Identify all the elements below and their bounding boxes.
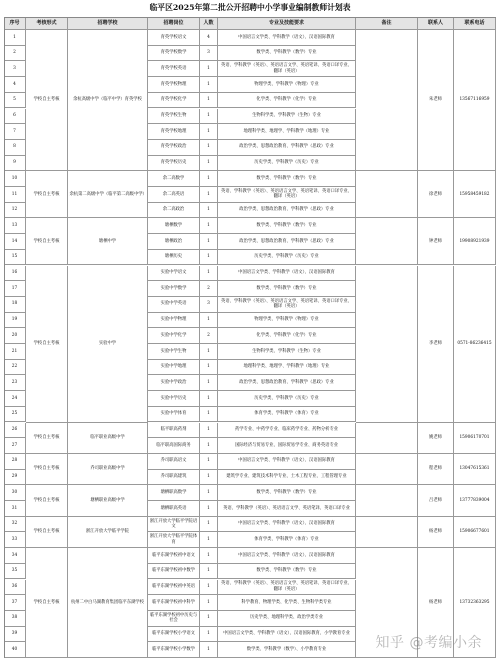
school-cell: 余杭第二高级中学（临平第二高级中学）: [68, 171, 148, 218]
row-number-cell: 22: [4, 360, 26, 376]
post-cell: 育英学校地理: [148, 124, 200, 140]
count-cell: 1: [200, 627, 218, 643]
row-number-cell: 7: [4, 124, 26, 140]
requirements-cell: 英语、学科教学（英语）、英语语言文学、英语笔译、英语口译专业、翻译（英语）: [218, 61, 356, 77]
header-remarks: 备注: [356, 17, 418, 30]
post-cell: 临平东湖学校小学语文: [148, 627, 200, 643]
post-cell: 临平东湖学校小学数学: [148, 642, 200, 658]
post-cell: 实验中学生物: [148, 344, 200, 360]
count-cell: 1: [200, 391, 218, 407]
requirements-cell: 政治学类、思想政治教育、学科教学（思政）专业: [218, 140, 356, 156]
phone-cell: 13047615361: [454, 454, 496, 485]
post-cell: 浙江开放大学临平学院体育: [148, 532, 200, 548]
count-cell: 1: [200, 156, 218, 172]
remarks-cell: [356, 423, 418, 454]
row-number-cell: 37: [4, 595, 26, 611]
row-number-cell: 14: [4, 234, 26, 250]
remarks-cell: [356, 485, 418, 516]
row-number-cell: 25: [4, 407, 26, 423]
requirements-cell: 历史学类、学科教学（历史）专业: [218, 391, 356, 407]
post-cell: 育英学校语文: [148, 30, 200, 46]
count-cell: 1: [200, 470, 218, 486]
count-cell: 1: [200, 124, 218, 140]
count-cell: 3: [200, 46, 218, 62]
row-number-cell: 34: [4, 548, 26, 564]
requirements-cell: 数学类、学科教学（数学）专业: [218, 171, 356, 187]
post-cell: 塘栖政治: [148, 234, 200, 250]
post-cell: 实验中学化学: [148, 328, 200, 344]
exam-type-cell: 学校自主考核: [26, 266, 68, 423]
count-cell: 1: [200, 313, 218, 329]
phone-cell: 15906677601: [454, 517, 496, 548]
requirements-cell: 地理科学类、地理学、学科教学（地理）专业: [218, 360, 356, 376]
count-cell: 1: [200, 93, 218, 109]
row-number-cell: 1: [4, 30, 26, 46]
requirements-cell: 历史学类、地理科学类、政治学类专业: [218, 611, 356, 627]
count-cell: 1: [200, 344, 218, 360]
exam-type-cell: 学校自主考核: [26, 485, 68, 516]
school-cell: 杭州二中白马湖教育集团临平东湖学校: [68, 548, 148, 658]
requirements-cell: 生物科学类、学科教学（生物）专业: [218, 344, 356, 360]
post-cell: 临平东湖学校初中英语: [148, 580, 200, 596]
count-cell: 1: [200, 140, 218, 156]
post-cell: 塘栖职高英语: [148, 501, 200, 517]
contact-cell: 朱老师: [418, 30, 454, 171]
count-cell: 2: [200, 281, 218, 297]
requirements-cell: 体育学类、学科教学（体育）专业: [218, 407, 356, 423]
count-cell: 1: [200, 77, 218, 93]
row-number-cell: 19: [4, 313, 26, 329]
school-cell: 塘栖职业高级中学: [68, 485, 148, 516]
row-number-cell: 33: [4, 532, 26, 548]
post-cell: 余二高英语: [148, 187, 200, 203]
phone-cell: 13567116959: [454, 30, 496, 171]
contact-cell: 杨老师: [418, 517, 454, 548]
count-cell: 1: [200, 360, 218, 376]
page-title: 临平区2025年第二批公开招聘中小学事业编制教师计划表: [149, 3, 351, 12]
count-cell: 1: [200, 187, 218, 203]
contact-cell: 杨老师: [418, 548, 454, 658]
row-number-cell: 28: [4, 454, 26, 470]
count-cell: 4: [200, 30, 218, 46]
remarks-cell: [356, 266, 418, 423]
post-cell: 临平职高药剂: [148, 423, 200, 439]
count-cell: 1: [200, 501, 218, 517]
phone-cell: 0571-86236415: [454, 266, 496, 423]
school-cell: 乔司职业高级中学: [68, 454, 148, 485]
row-number-cell: 20: [4, 328, 26, 344]
requirements-cell: 科学教育、物理学类、化学类、生物科学类专业: [218, 595, 356, 611]
post-cell: 实验中学英语: [148, 297, 200, 313]
row-number-cell: 15: [4, 250, 26, 266]
row-number-cell: 32: [4, 517, 26, 533]
post-cell: 余二高政治: [148, 203, 200, 219]
recruitment-table: [4, 17, 496, 658]
count-cell: 1: [200, 611, 218, 627]
header-phone: 联系电话: [454, 17, 496, 30]
school-cell: 临平职业高级中学: [68, 423, 148, 454]
requirements-cell: 中国语言文学类、学科教学（语文）、汉语国际教育: [218, 30, 356, 46]
contact-cell: 徐老师: [418, 171, 454, 218]
requirements-cell: 国际经济与贸易专业、国际贸易学专业、商务英语专业: [218, 438, 356, 454]
school-cell: 塘栖中学: [68, 218, 148, 265]
row-number-cell: 12: [4, 203, 26, 219]
requirements-cell: 英语、学科教学（英语）、英语语言文学、英语笔译、英语口译专业、翻译（英语）: [218, 580, 356, 596]
header-count: 人数: [200, 17, 218, 30]
count-cell: 1: [200, 407, 218, 423]
requirements-cell: 英语、学科教学（英语）、英语语言文学、英语笔译、英语口译专业: [218, 501, 356, 517]
requirements-cell: 数学类、学科教学（数学）专业: [218, 281, 356, 297]
remarks-cell: [356, 517, 418, 548]
post-cell: 实验中学历史: [148, 391, 200, 407]
count-cell: 1: [200, 266, 218, 282]
requirements-cell: 数学类、学科教学（数学）专业: [218, 564, 356, 580]
count-cell: 2: [200, 328, 218, 344]
row-number-cell: 10: [4, 171, 26, 187]
post-cell: 育英学校化学: [148, 93, 200, 109]
post-cell: 实验中学数学: [148, 281, 200, 297]
count-cell: 1: [200, 532, 218, 548]
school-cell: 浙江开放大学临平学院: [68, 517, 148, 548]
requirements-cell: 数学类、学科教学（数学）专业: [218, 485, 356, 501]
count-cell: 1: [200, 438, 218, 454]
row-number-cell: 23: [4, 375, 26, 391]
watermark: 知乎 @考编小余: [375, 635, 482, 651]
count-cell: 1: [200, 375, 218, 391]
exam-type-cell: 学校自主考核: [26, 548, 68, 658]
requirements-cell: 生物科学类、学科教学（生物）专业: [218, 109, 356, 125]
exam-type-cell: 学校自主考核: [26, 30, 68, 171]
contact-cell: 钟老师: [418, 218, 454, 265]
post-cell: 塘栖历史: [148, 250, 200, 266]
requirements-cell: 政治学类、思想政治教育、学科教学（思政）专业: [218, 234, 356, 250]
contact-cell: 吕老师: [418, 485, 454, 516]
header-no: 序号: [4, 17, 26, 30]
count-cell: 1: [200, 423, 218, 439]
row-number-cell: 31: [4, 501, 26, 517]
header-school: 招聘学校: [68, 17, 148, 30]
row-number-cell: 35: [4, 564, 26, 580]
requirements-cell: 中国语言文学类、学科教学（语文）、汉语国际教育: [218, 548, 356, 564]
count-cell: 1: [200, 203, 218, 219]
count-cell: 1: [200, 109, 218, 125]
row-number-cell: 8: [4, 140, 26, 156]
count-cell: 1: [200, 454, 218, 470]
header-requirements: 专业及技能要求: [218, 17, 356, 30]
requirements-cell: 政治学类、思想政治教育、学科教学（思政）专业: [218, 203, 356, 219]
post-cell: 乔司职高语文: [148, 454, 200, 470]
row-number-cell: 24: [4, 391, 26, 407]
count-cell: 1: [200, 517, 218, 533]
post-cell: 临平东湖学校初中数学: [148, 564, 200, 580]
row-number-cell: 5: [4, 93, 26, 109]
row-number-cell: 39: [4, 627, 26, 643]
requirements-cell: 政治学类、思想政治教育、学科教学（思政）专业: [218, 375, 356, 391]
requirements-cell: 英语、学科教学（英语）、英语语言文学、英语笔译、英语口译专业、翻译（英语）: [218, 187, 356, 203]
count-cell: 1: [200, 171, 218, 187]
post-cell: 实验中学语文: [148, 266, 200, 282]
row-number-cell: 36: [4, 580, 26, 596]
count-cell: 1: [200, 234, 218, 250]
row-number-cell: 16: [4, 266, 26, 282]
header-contact: 联系人: [418, 17, 454, 30]
requirements-cell: 历史学类、学科教学（历史）专业: [218, 250, 356, 266]
post-cell: 实验中学地理: [148, 360, 200, 376]
exam-type-cell: 学校自主考核: [26, 218, 68, 265]
count-cell: 1: [200, 595, 218, 611]
header-post: 招聘岗位: [148, 17, 200, 30]
row-number-cell: 26: [4, 423, 26, 439]
phone-cell: 15958459182: [454, 171, 496, 218]
row-number-cell: 17: [4, 281, 26, 297]
exam-type-cell: 学校自主考核: [26, 423, 68, 454]
requirements-cell: 地理科学类、地理学、学科教学（地理）专业: [218, 124, 356, 140]
requirements-cell: 中国语言文学类、学科教学（语文）、汉语国际教育: [218, 517, 356, 533]
post-cell: 塘栖数学: [148, 218, 200, 234]
post-cell: 临平职高国际商务: [148, 438, 200, 454]
remarks-cell: [356, 218, 418, 265]
count-cell: 1: [200, 642, 218, 658]
count-cell: 1: [200, 564, 218, 580]
post-cell: 临平东湖学校初中语文: [148, 548, 200, 564]
requirements-cell: 英语、学科教学（英语）、英语语言文学、英语笔译、英语口译专业、翻译（英语）: [218, 297, 356, 313]
row-number-cell: 30: [4, 485, 26, 501]
post-cell: 余二高数学: [148, 171, 200, 187]
count-cell: 1: [200, 250, 218, 266]
phone-cell: 13777839004: [454, 485, 496, 516]
requirements-cell: 体育学类、学科教学（体育）专业: [218, 532, 356, 548]
requirements-cell: 中国语言文学类、学科教学（语文）、汉语国际教育: [218, 454, 356, 470]
row-number-cell: 18: [4, 297, 26, 313]
requirements-cell: 数学类、学科教学（数学）、小学教育专业: [218, 642, 356, 658]
row-number-cell: 27: [4, 438, 26, 454]
requirements-cell: 化学类、学科教学（化学）专业: [218, 328, 356, 344]
row-number-cell: 21: [4, 344, 26, 360]
requirements-cell: 中国语言文学类、学科教学（语文）、汉语国际教育、小学教育专业: [218, 627, 356, 643]
school-cell: 余杭高级中学（临平中学）育英学校: [68, 30, 148, 171]
post-cell: 浙江开放大学临平学院语文: [148, 517, 200, 533]
post-cell: 育英学校物理: [148, 77, 200, 93]
requirements-cell: 建筑学专业、建筑技术科学专业、土木工程专业、工程管理专业: [218, 470, 356, 486]
remarks-cell: [356, 454, 418, 485]
row-number-cell: 3: [4, 61, 26, 77]
count-cell: 3: [200, 297, 218, 313]
post-cell: 实验中学政治: [148, 375, 200, 391]
row-number-cell: 29: [4, 470, 26, 486]
phone-cell: 15906170701: [454, 423, 496, 454]
phone-cell: 19908921939: [454, 218, 496, 265]
row-number-cell: 38: [4, 611, 26, 627]
count-cell: 1: [200, 61, 218, 77]
row-number-cell: 9: [4, 156, 26, 172]
contact-cell: 李老师: [418, 266, 454, 423]
remarks-cell: [356, 171, 418, 218]
post-cell: 育英学校生物: [148, 109, 200, 125]
remarks-cell: [356, 30, 418, 171]
contact-cell: 姚老师: [418, 423, 454, 454]
row-number-cell: 13: [4, 218, 26, 234]
count-cell: 1: [200, 580, 218, 596]
count-cell: 1: [200, 548, 218, 564]
school-cell: 实验中学: [68, 266, 148, 423]
row-number-cell: 2: [4, 46, 26, 62]
requirements-cell: 数学类、学科教学（数学）专业: [218, 218, 356, 234]
contact-cell: 程老师: [418, 454, 454, 485]
post-cell: 临平东湖学校初中科学: [148, 595, 200, 611]
post-cell: 育英学校政治: [148, 140, 200, 156]
row-number-cell: 40: [4, 642, 26, 658]
post-cell: 塘栖职高数学: [148, 485, 200, 501]
row-number-cell: 4: [4, 77, 26, 93]
requirements-cell: 物理学类、学科教学（物理）专业: [218, 313, 356, 329]
count-cell: 1: [200, 218, 218, 234]
post-cell: 临平东湖学校初中历史与社会: [148, 611, 200, 627]
requirements-cell: 数学类、学科教学（数学）专业: [218, 46, 356, 62]
exam-type-cell: 学校自主考核: [26, 517, 68, 548]
phone-cell: 13732363295: [454, 548, 496, 658]
requirements-cell: 药学专业、中药学专业、临床药学专业、药物分析专业: [218, 423, 356, 439]
post-cell: 育英学校历史: [148, 156, 200, 172]
row-number-cell: 6: [4, 109, 26, 125]
header-exam-type: 考核形式: [26, 17, 68, 30]
post-cell: 实验中学物理: [148, 313, 200, 329]
post-cell: 育英学校英语: [148, 61, 200, 77]
post-cell: 乔司职高建筑: [148, 470, 200, 486]
requirements-cell: 化学类、学科教学（化学）专业: [218, 93, 356, 109]
post-cell: 实验中学体育: [148, 407, 200, 423]
requirements-cell: 中国语言文学类、学科教学（语文）、汉语国际教育: [218, 266, 356, 282]
post-cell: 育英学校数学: [148, 46, 200, 62]
requirements-cell: 物理学类、学科教学（物理）专业: [218, 77, 356, 93]
count-cell: 1: [200, 485, 218, 501]
row-number-cell: 11: [4, 187, 26, 203]
exam-type-cell: 学校自主考核: [26, 171, 68, 218]
exam-type-cell: 学校自主考核: [26, 454, 68, 485]
requirements-cell: 历史学类、学科教学（历史）专业: [218, 156, 356, 172]
